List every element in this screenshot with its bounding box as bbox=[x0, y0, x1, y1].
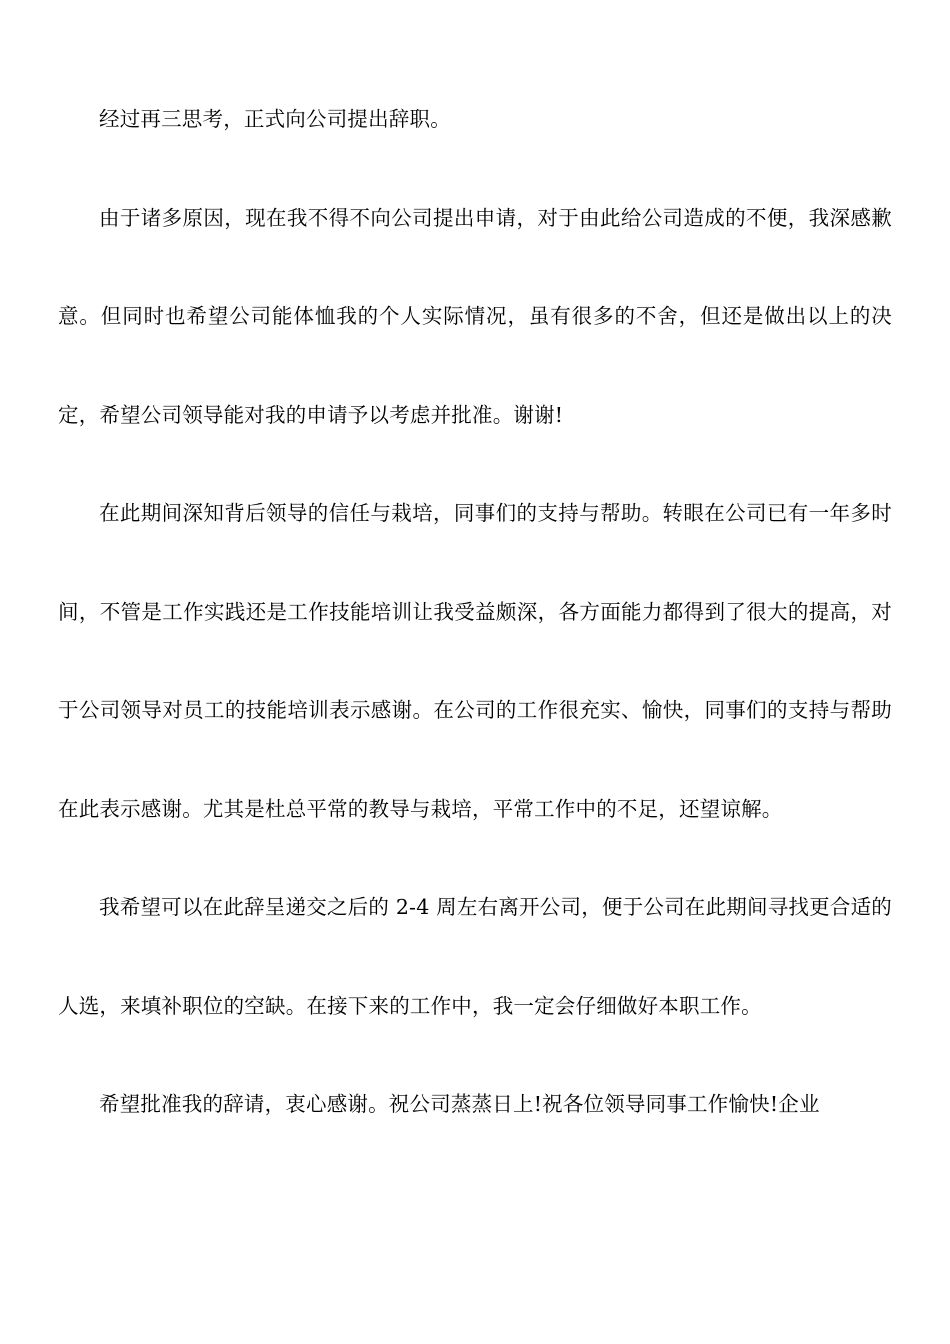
document-body bbox=[58, 70, 892, 1154]
paragraph-decision: 经过再三思考，正式向公司提出辞职。 bbox=[99, 107, 451, 131]
paragraph-reason: 由于诸多原因，现在我不得不向公司提出申请，对于由此给公司造成的不便，我深感歉意。但同时也希望公司能体恤我的个人实际情况，虽有很多的不舍，但还是做出以上的决定，希望公司领导能对我的申请予以考虑并批准。谢谢! bbox=[58, 205, 892, 427]
paragraph-transition: 我希望可以在此辞呈递交之后的 2-4 周左右离开公司，便于公司在此期间寻找更合适的人选，来填补职位的空缺。在接下来的工作中，我一定会仔细做好本职工作。 bbox=[58, 895, 892, 1018]
paragraph-closing: 希望批准我的辞请，衷心感谢。祝公司蒸蒸日上!祝各位领导同事工作愉快!企业 bbox=[99, 1092, 820, 1116]
paragraph-gratitude: 在此期间深知背后领导的信任与栽培，同事们的支持与帮助。转眼在公司已有一年多时间，不管是工作实践还是工作技能培训让我受益颇深，各方面能力都得到了很大的提高，对于公司领导对员工的技能培训表示感谢。在公司的工作很充实、愉快，同事们的支持与帮助在此表示感谢。尤其是杜总平常的教导与栽培，平常工作中的不足，还望谅解。 bbox=[58, 501, 892, 821]
